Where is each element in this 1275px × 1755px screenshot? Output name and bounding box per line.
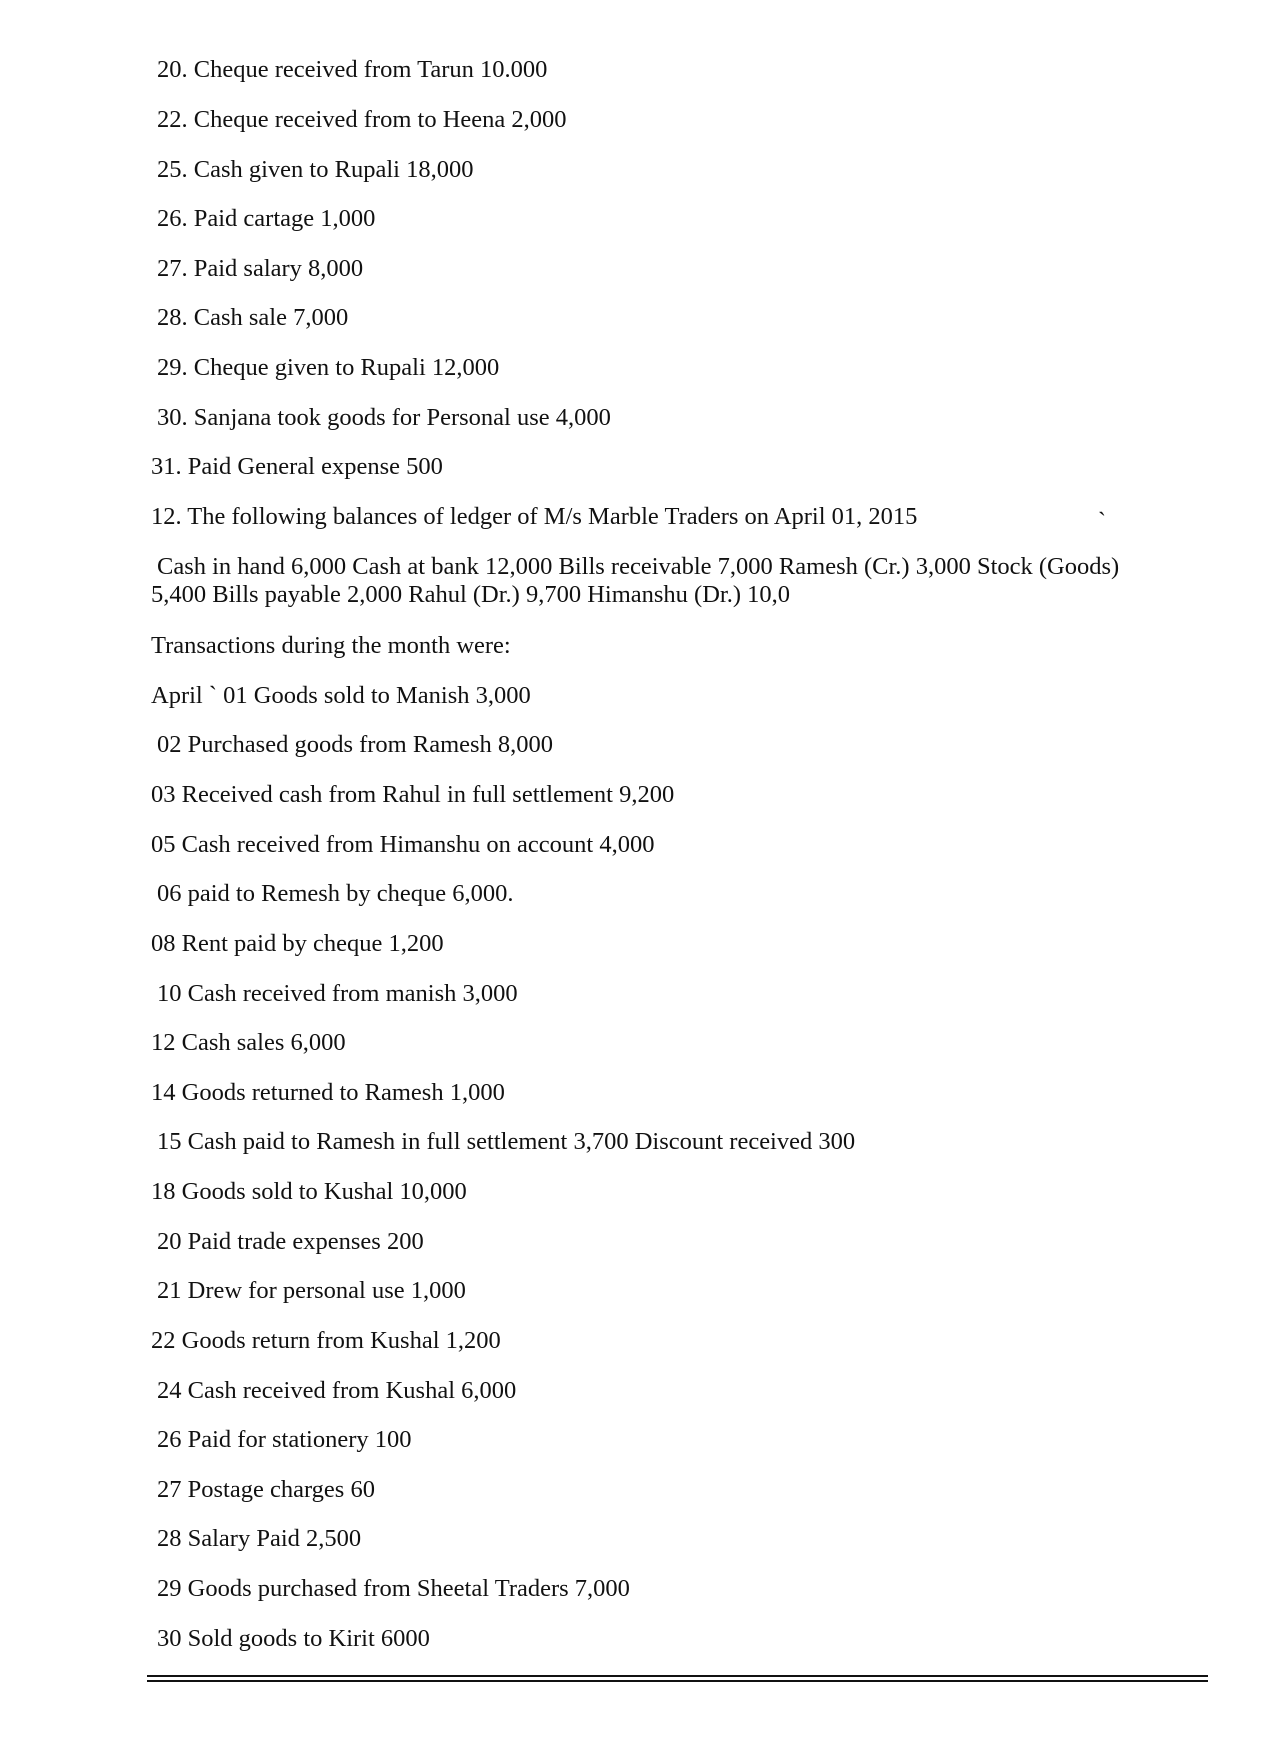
text-line: Transactions during the month were: <box>151 632 511 659</box>
transaction-line: 18 Goods sold to Kushal 10,000 <box>151 1178 467 1205</box>
transaction-line: 29 Goods purchased from Sheetal Traders 7,000 <box>157 1575 630 1602</box>
transaction-line: 15 Cash paid to Ramesh in full settlement 3,700 Discount received 300 <box>157 1128 856 1155</box>
transaction-line: 28 Salary Paid 2,500 <box>157 1525 362 1552</box>
transaction-line: 27 Postage charges 60 <box>157 1476 375 1503</box>
footer-rule <box>147 1675 1208 1677</box>
text-line: 30. Sanjana took goods for Personal use 4,000 <box>157 404 611 431</box>
text-line: 20. Cheque received from Tarun 10.000 <box>157 56 548 83</box>
transaction-line: 05 Cash received from Himanshu on account 4,000 <box>151 831 655 858</box>
transaction-line: 20 Paid trade expenses 200 <box>157 1228 424 1255</box>
transaction-line: 02 Purchased goods from Ramesh 8,000 <box>157 731 554 758</box>
text-line: 26. Paid cartage 1,000 <box>157 205 376 232</box>
stray-mark: ` <box>1098 509 1106 535</box>
text-line: 28. Cash sale 7,000 <box>157 304 349 331</box>
transaction-line: 14 Goods returned to Ramesh 1,000 <box>151 1079 505 1106</box>
text-line: 22. Cheque received from to Heena 2,000 <box>157 106 567 133</box>
transaction-line: 26 Paid for stationery 100 <box>157 1426 412 1453</box>
transaction-line: 30 Sold goods to Kirit 6000 <box>157 1625 430 1652</box>
transaction-line: 21 Drew for personal use 1,000 <box>157 1277 466 1304</box>
transaction-line: 12 Cash sales 6,000 <box>151 1029 346 1056</box>
transaction-line: 03 Received cash from Rahul in full settlement 9,200 <box>151 781 675 808</box>
transaction-line: 10 Cash received from manish 3,000 <box>157 980 518 1007</box>
transaction-line: April ` 01 Goods sold to Manish 3,000 <box>151 682 531 709</box>
transaction-line: 22 Goods return from Kushal 1,200 <box>151 1327 501 1354</box>
footer-rule <box>147 1680 1208 1682</box>
text-line: 31. Paid General expense 500 <box>151 453 443 480</box>
transaction-line: 06 paid to Remesh by cheque 6,000. <box>157 880 514 907</box>
text-line: 29. Cheque given to Rupali 12,000 <box>157 354 500 381</box>
question-heading: 12. The following balances of ledger of M/s Marble Traders on April 01, 2015 <box>151 503 918 530</box>
opening-balances-paragraph: Cash in hand 6,000 Cash at bank 12,000 Bills receivable 7,000 Ramesh (Cr.) 3,000 Stock (Goods) 5,400 Bills payable 2,000 Rahul (Dr.) 9,700 Himanshu (Dr.) 10,0 <box>151 553 1120 608</box>
transaction-line: 08 Rent paid by cheque 1,200 <box>151 930 444 957</box>
text-line: 25. Cash given to Rupali 18,000 <box>157 156 474 183</box>
text-line: 27. Paid salary 8,000 <box>157 255 364 282</box>
transaction-line: 24 Cash received from Kushal 6,000 <box>157 1377 517 1404</box>
